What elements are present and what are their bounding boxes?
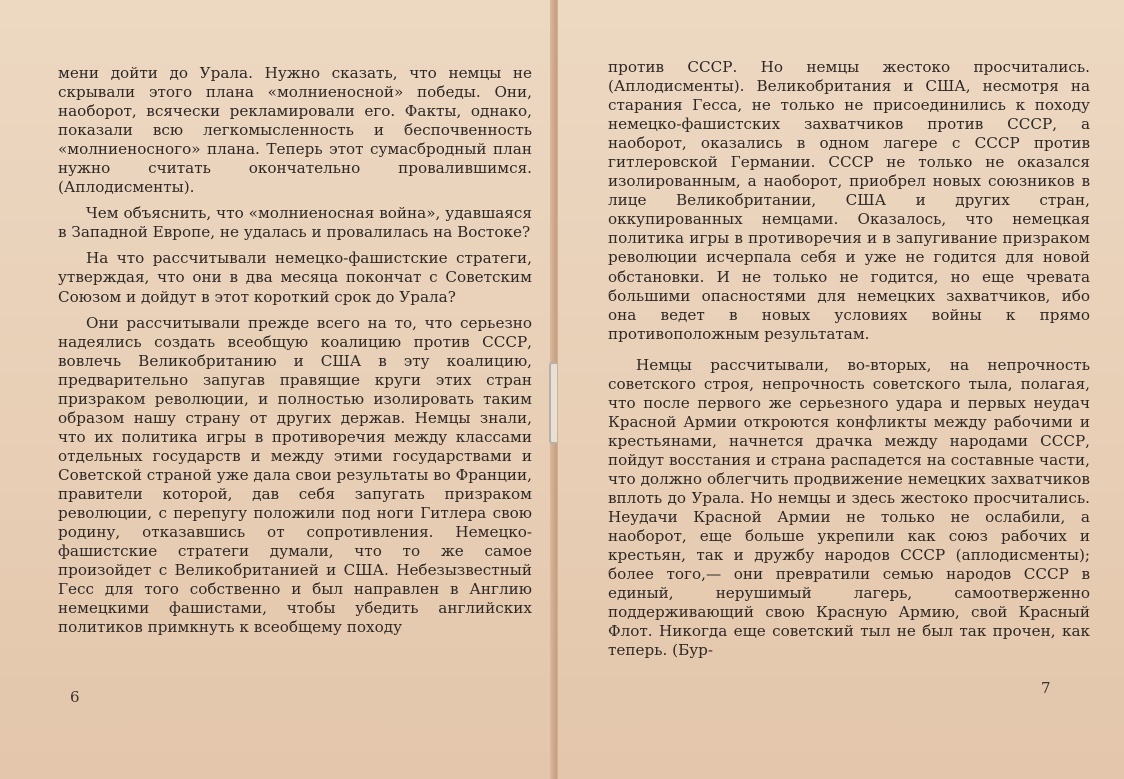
paragraph: Немцы рассчитывали, во-вторых, на непрочность советского строя, непрочность советского тыла, полагая, что после первого же серьезного удара и первых неудач Красной Армии откроются конфликты между рабочими и крестьянами, начнется драчка между народами СССР, пойдут восстания и страна распадется на составные части, что должно облегчить продвижение немецких захватчиков вплоть до Урала. Но немцы и здесь жестоко просчитались. Неудачи Красной Армии не только не ослабили, а наоборот, еще больше укрепили как союз рабочих и крестьян, так и дружбу народов СССР (аплодисменты); более того,— они превратили семью народов СССР в единый, нерушимый лагерь, самоотверженно поддерживающий свою Красную Армию, свой Красный Флот. Никогда еще советский тыл не был так прочен, как теперь. (Бур- xyxy=(608,355,1090,660)
page-number: 6 xyxy=(70,688,80,706)
paragraph: На что рассчитывали немецко-фашистские стратеги, утверждая, что они в два месяца покончат с Советским Союзом и дойдут в этот короткий срок до Урала? xyxy=(58,249,532,306)
left-page xyxy=(0,0,555,779)
paragraph: мени дойти до Урала. Нужно сказать, что немцы не скрывали этого плана «молниеносной» победы. Они, наоборот, всячески рекламировали его. Факты, однако, показали всю легкомысленность и беспочвенность «молниеносного» плана. Теперь этот сумасбродный план нужно считать окончательно провалившимся. (Аплодисменты). xyxy=(58,64,532,197)
right-page xyxy=(557,0,1124,779)
left-text-column xyxy=(58,64,532,637)
paragraph: Чем объяснить, что «молниеносная война», удавшаяся в Западной Европе, не удалась и провалилась на Востоке? xyxy=(58,204,532,242)
paragraph: Они рассчитывали прежде всего на то, что серьезно надеялись создать всеобщую коалицию против СССР, вовлечь Великобританию и США в эту коалицию, предварительно запугав правящие круги этих стран призраком революции, и полностью изолировать таким образом нашу страну от других держав. Немцы знали, что их политика игры в противоречия между классами отдельных государств и между этими государствами и Советской страной уже дала свои результаты во Франции, правители которой, дав себя запугать призраком революции, с перепугу положили под ноги Гитлера свою родину, отказавшись от сопротивления. Немецко-фашистские стратеги думали, что то же самое произойдет с Великобританией и США. Небезызвестный Гесс для того собственно и был направлен в Англию немецкими фашистами, чтобы убедить английских политиков примкнуть к всеобщему походу xyxy=(58,313,532,637)
page-number: 7 xyxy=(1041,679,1051,697)
right-text-column xyxy=(608,58,1090,660)
paragraph: против СССР. Но немцы жестоко просчитались. (Аплодисменты). Великобритания и США, несмотря на старания Гесса, не только не присоединились к походу немецко-фашистских захватчиков против СССР, а наоборот, оказались в одном лагере с СССР против гитлеровской Германии. СССР не только не оказался изолированным, а наоборот, приобрел новых союзников в лице Великобритании, США и других стран, оккупированных немцами. Оказалось, что немецкая политика игры в противоречия и в запугивание призраком революции исчерпала себя и уже не годится для новой обстановки. И не только не годится, но еще чревата большими опасностями для немецких захватчиков, ибо она ведет в новых условиях войны к прямо противоположным результатам. xyxy=(608,58,1090,343)
